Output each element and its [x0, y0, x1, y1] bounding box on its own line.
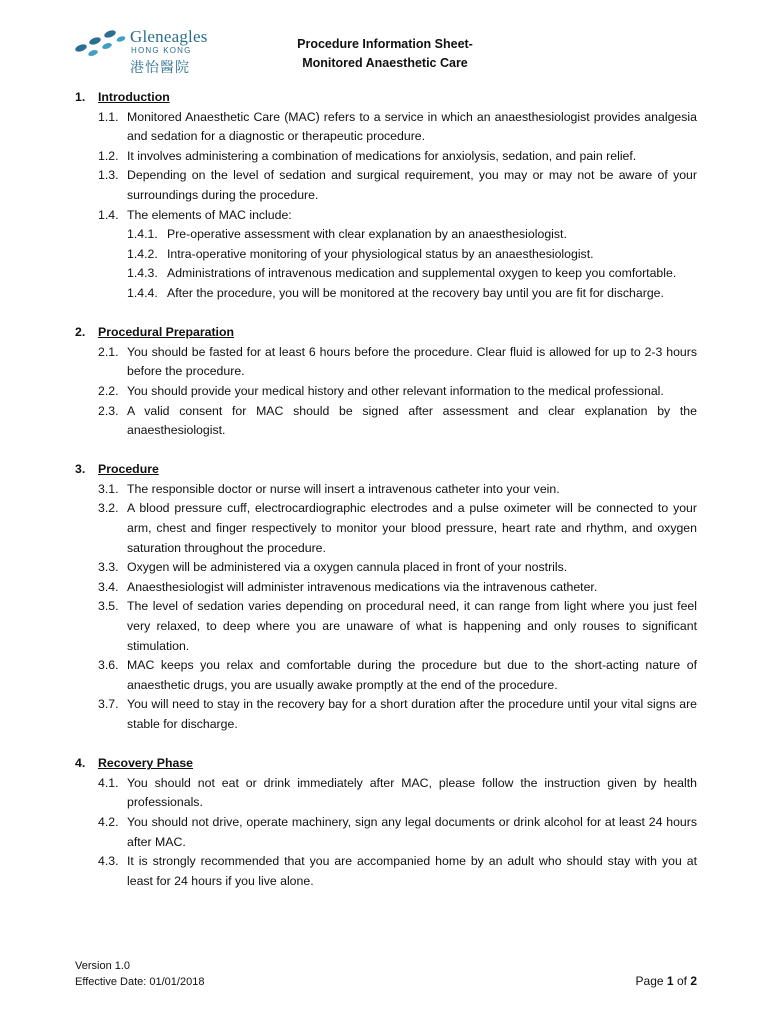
item-text: You should not drive, operate machinery, sign any legal documents or drink alcohol for at least 24 hours after MAC. — [127, 814, 697, 849]
sub-list-item — [75, 284, 697, 304]
section-title: Procedural Preparation — [98, 325, 234, 340]
logo-name: Gleneagles — [130, 27, 208, 46]
item-number: 3.3. — [98, 560, 119, 575]
list-item — [75, 774, 697, 813]
section — [75, 460, 697, 734]
list-item — [75, 480, 697, 500]
item-number: 3.6. — [98, 658, 119, 673]
list-item — [75, 852, 697, 891]
list-item — [75, 166, 697, 205]
page-total: 2 — [690, 974, 697, 988]
item-number: 3.5. — [98, 599, 119, 614]
logo-subtitle: HONG KONG — [131, 46, 192, 55]
version-text: Version 1.0 — [75, 960, 131, 972]
item-number: 4.2. — [98, 814, 119, 829]
section-number: 1. — [75, 90, 86, 104]
item-text: You will need to stay in the recovery bay for a short duration after the procedure until your vital signs are stable for discharge. — [127, 697, 697, 731]
list-item — [75, 147, 697, 167]
page-number — [636, 974, 697, 988]
list-item — [75, 813, 697, 852]
section-heading — [75, 88, 697, 108]
item-number: 1.1. — [98, 109, 119, 124]
section — [75, 88, 697, 304]
item-number: 3.4. — [98, 579, 119, 594]
sub-list-item — [75, 225, 697, 245]
section-number: 2. — [75, 325, 86, 340]
section-heading — [75, 460, 697, 480]
list-item — [75, 558, 697, 578]
item-number: 2.3. — [98, 403, 119, 418]
logo-chinese-name: 港怡醫院 — [130, 59, 190, 75]
section — [75, 754, 697, 891]
item-number: 3.7. — [98, 697, 119, 712]
section-heading — [75, 754, 697, 774]
list-item — [75, 343, 697, 382]
item-text: You should not eat or drink immediately after MAC, please follow the instruction given by health professionals. — [127, 775, 697, 810]
subitem-number: 1.4.1. — [127, 227, 158, 242]
section — [75, 323, 697, 441]
list-item — [75, 382, 697, 402]
section-number: 4. — [75, 756, 86, 771]
list-item — [75, 695, 697, 734]
item-number: 1.2. — [98, 148, 119, 163]
subitem-number: 1.4.3. — [127, 266, 158, 281]
document-title-line1: Procedure Information Sheet- — [297, 37, 473, 51]
item-number: 3.1. — [98, 481, 119, 496]
item-text: Depending on the level of sedation and surgical requirement, you may or may not be aware of your surroundings during the procedure. — [127, 168, 697, 202]
subitem-text: Intra-operative monitoring of your physiological status by an anaesthesiologist. — [167, 246, 594, 261]
footer-version-info — [75, 958, 204, 990]
sub-list-item — [75, 264, 697, 284]
item-number: 2.2. — [98, 383, 119, 398]
section-title: Recovery Phase — [98, 756, 194, 771]
subitem-text: Pre-operative assessment with clear explanation by an anaesthesiologist. — [167, 227, 567, 242]
item-text: You should provide your medical history and other relevant information to the medical professional. — [127, 383, 664, 398]
sub-list-item — [75, 245, 697, 265]
item-text: It involves administering a combination of medications for anxiolysis, sedation, and pain relief. — [127, 148, 637, 163]
list-item — [75, 402, 697, 441]
subitem-text: Administrations of intravenous medication and supplemental oxygen to keep you comfortable. — [167, 266, 677, 281]
item-number: 2.1. — [98, 344, 119, 359]
item-text: You should be fasted for at least 6 hours before the procedure. Clear fluid is allowed for up to 2-3 hours before the procedure. — [127, 344, 697, 379]
item-text: The level of sedation varies depending on procedural need, it can range from light where you just feel very relaxed, to deep where you are unaware of what is happening and only rouses to significant stimulation. — [127, 599, 697, 653]
item-text: The responsible doctor or nurse will insert a intravenous catheter into your vein. — [127, 481, 560, 496]
page-word: Page — [635, 974, 664, 988]
item-text: It is strongly recommended that you are accompanied home by an adult who should stay with you at least for 24 hours if you live alone. — [127, 854, 697, 888]
item-text: Monitored Anaesthetic Care (MAC) refers to a service in which an anaesthesiologist provides analgesia and sedation for a diagnostic or therapeutic procedure. — [127, 109, 697, 144]
item-text: MAC keeps you relax and comfortable during the procedure but due to the short-acting nature of anaesthetic drugs, you are usually awake promptly at the end of the procedure. — [127, 658, 697, 692]
subitem-number: 1.4.4. — [127, 285, 158, 300]
document-title-line2: Monitored Anaesthetic Care — [302, 56, 468, 70]
item-number: 1.4. — [98, 207, 119, 222]
section-title: Introduction — [98, 90, 170, 104]
list-item — [75, 656, 697, 695]
section-heading — [75, 323, 697, 343]
logo-mark-icon — [72, 26, 128, 60]
item-text: A valid consent for MAC should be signed after assessment and clear explanation by the anaesthesiologist. — [127, 403, 697, 438]
item-number: 4.3. — [98, 854, 119, 869]
page-current: 1 — [666, 974, 674, 988]
document-body — [75, 88, 697, 911]
list-item — [75, 108, 697, 147]
list-item — [75, 578, 697, 598]
list-item — [75, 499, 697, 558]
item-text: Anaesthesiologist will administer intravenous medications via the intravenous catheter. — [127, 579, 598, 594]
subitem-text: After the procedure, you will be monitored at the recovery bay until you are fit for discharge. — [167, 285, 664, 300]
list-item — [75, 597, 697, 656]
subitem-number: 1.4.2. — [127, 246, 158, 261]
list-item — [75, 206, 697, 226]
item-number: 3.2. — [98, 501, 119, 516]
item-number: 4.1. — [98, 775, 119, 790]
hospital-logo — [72, 24, 222, 80]
item-text: Oxygen will be administered via a oxygen cannula placed in front of your nostrils. — [127, 560, 568, 575]
effective-date-text: Effective Date: 01/01/2018 — [75, 976, 205, 988]
section-number: 3. — [75, 462, 86, 477]
page-of: of — [676, 974, 687, 988]
item-text: The elements of MAC include: — [127, 207, 292, 222]
item-number: 1.3. — [98, 168, 119, 183]
item-text: A blood pressure cuff, electrocardiographic electrodes and a pulse oximeter will be connected to your arm, chest and finger respectively to monitor your blood pressure, heart rate and rhythm, and oxygen saturation throughout the procedure. — [127, 501, 697, 555]
section-title: Procedure — [98, 462, 159, 477]
